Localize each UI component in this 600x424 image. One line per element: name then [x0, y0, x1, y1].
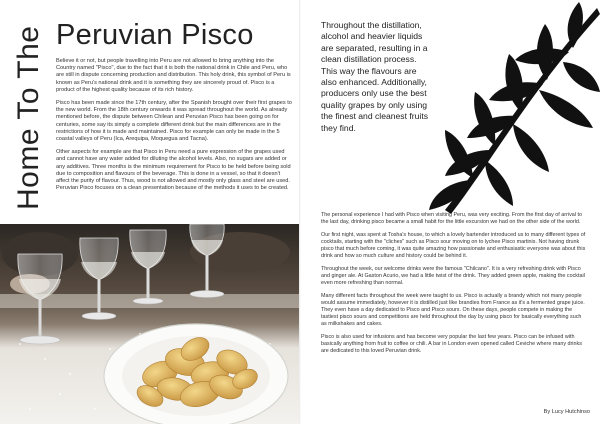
pull-quote-text: Throughout the distillation, alcohol and heavier liquids are separated, resulting in a clean distillation process. This way the flavours are also enhanced. Additionally, producers only use the best quality grapes by only using the finest and cleanest fruits they find.: [321, 20, 429, 133]
paragraph: Many different facts throughout the week were taught to us. Pisco is actually a brandy which not many people would assume immediately, however it is distilled just like brandies from France as it's a fermented grape juice. They even have a day dedicated to Pisco and Pisco sours. On these days, people compete in making the tastiest pisco sours and competitions are held throughout the day by using pisco for basically everything such as milkshakes and cakes.: [321, 293, 585, 327]
article-body: [321, 212, 586, 361]
chips-plate-icon: [104, 324, 288, 424]
pull-quote: [321, 20, 431, 134]
page-title: Peruvian Pisco: [56, 19, 254, 51]
olive-branch-icon: [425, 0, 600, 215]
page-gutter: [299, 0, 301, 424]
paragraph: The personal experience I had with Pisco when visiting Peru, was very exciting. From the first day of arrival to the last day, drinking pisco became a small habit for the little excursion we had on the other side of the world.: [321, 212, 582, 225]
paragraph: Believe it or not, but people travelling into Peru are not allowed to bring anything into the Country named "Pisco", due to the fact that it is both the national drink in Chile and Peru, who are still in dispute concerning production and distribution. This holy drink, this symbol of Peru is known as Peru's national drink and it is something they are sincerely proud of. Pisco is a product of the highest quality because of its rich history.: [56, 58, 291, 93]
paragraph: Throughout the week, our welcome drinks were the famous "Chilcano". It is a very refreshing drink with Pisco and ginger ale. At Gaston Acurio, we had a little twist of the drink. They added green apple, making the cocktail even more refreshing than normal.: [321, 266, 585, 286]
author-byline: By Lucy Hutchinso: [543, 409, 590, 415]
photo-illustration: [0, 224, 299, 424]
paragraph: Other aspects for example are that Pisco in Peru need a pure expression of the grapes used and cannot have any water added for diluting the alcohol levels. Also, no sugars are added or any additives. Three months is the minimum requirement for Pisco to be held before being sold due to composition and flavours of the beverage. This is done in a vessel, so that it doesn't affect the purity of flavour. Thus, wood is not allowed and mostly only glass and steel are used. Peruvian Pisco focuses on a clean presentation because of the methods it uses to be created.: [56, 149, 291, 192]
paragraph: Pisco is also used for infusions and has become very popular the last few years. Pisco can be infused with basically anything from fruit to coffee or chili. A bar in London even opened called Ceviche where many drinks are dedicated to this loved Peruvian drink.: [321, 334, 582, 354]
pisco-tasting-photo: [0, 224, 299, 424]
intro-text: [56, 58, 292, 198]
paragraph: Our first night, was spent at Tosha's house, to which a lovely bartender introduced us to many different types of cocktails, starting with the "cliches" such as Pisco sour moving on to lychee Pisco martinis. Not having drunk pisco that much before coming, it was quite amazing how passionate and enthusiastic everyone was about this drink and how so much culture and history could be behind it.: [321, 232, 586, 259]
vertical-title: Home To The: [12, 25, 45, 210]
paragraph: Pisco has been made since the 17th century, after the Spanish brought over their first grapes to the new world. From the 18th century onwards it was spread throughout the world. As already mentioned before, the dispute between Chilean and Peruvian Pisco has been going on for centuries, some say its simply a complete different drink but the main differences are in the restrictions of how it is made and maintained. Pisco for example can only be made in the 5 coastal valleys of Peru (Ica, Arequipa, Moquegua and Tacna).: [56, 100, 292, 143]
